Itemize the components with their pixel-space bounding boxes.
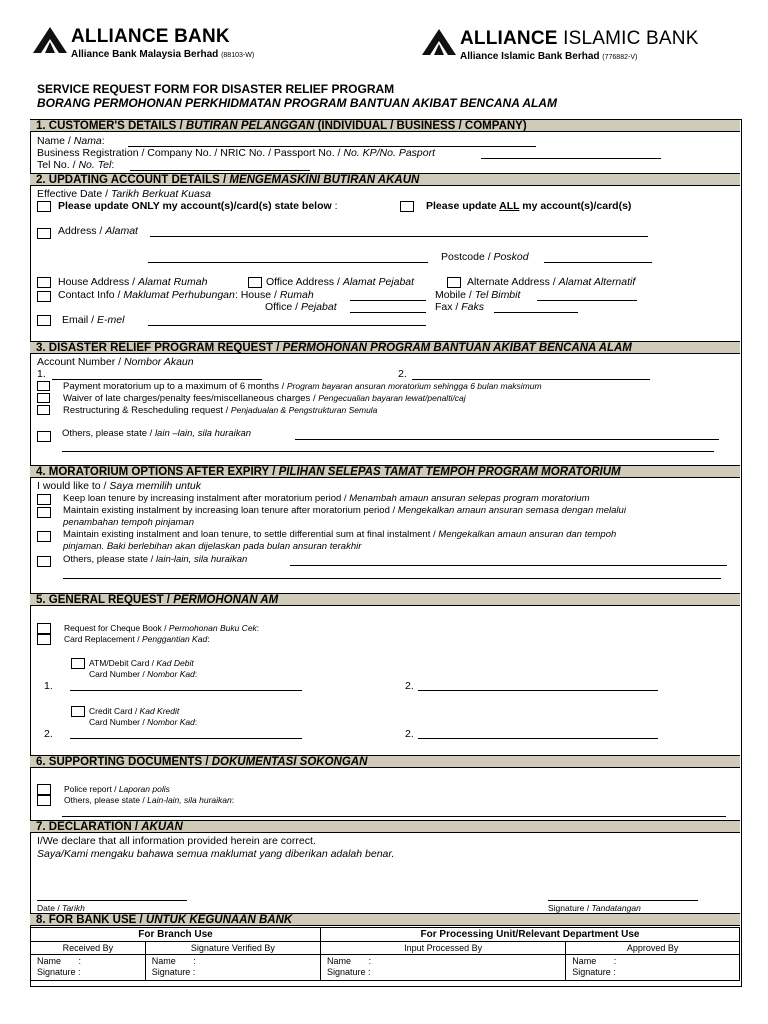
program-others-field-1[interactable]	[295, 439, 719, 440]
islamic-bank-name-light: ISLAMIC BANK	[563, 28, 699, 49]
moratorium-checkbox[interactable]	[37, 381, 50, 391]
islamic-bank-reg-no: (776882-V)	[602, 54, 638, 61]
email-label: Email / E-mel	[62, 314, 125, 326]
fax-field[interactable]	[494, 312, 578, 313]
house-address-label: House Address / Alamat Rumah	[58, 276, 208, 288]
credit-card-1-num: 2.	[44, 728, 53, 740]
credit-card-2-num: 2.	[405, 728, 414, 740]
tel-label: Tel No. / No. Tel:	[37, 159, 115, 171]
settle-final-label: Maintain existing instalment and loan tenure, to settle differential sum at final instalment / Mengekalkan amaun ansuran dan tempoh	[63, 529, 617, 540]
contact-info-label: Contact Info / Maklumat Perhubungan: House / Rumah	[58, 289, 314, 301]
update-all-checkbox[interactable]	[400, 201, 414, 212]
update-all-label: Please update ALL my account(s)/card(s)	[426, 200, 632, 212]
section-4-header: 4. MORATORIUM OPTIONS AFTER EXPIRY / PILIHAN SELEPAS TAMAT TEMPOH PROGRAM MORATORIUM	[30, 465, 740, 478]
alternate-address-checkbox[interactable]	[447, 277, 461, 288]
waiver-label: Waiver of late charges/penalty fees/miscellaneous charges / Pengecualian bayaran lewat/penalti/caj	[63, 393, 466, 404]
bank-name: ALLIANCE BANK	[71, 26, 230, 47]
signature-verified-header: Signature Verified By	[145, 942, 320, 955]
moratorium-label: Payment moratorium up to a maximum of 6 months / Program bayaran ansuran moratorium sehingga 6 bulan maksimum	[63, 381, 542, 392]
email-checkbox[interactable]	[37, 315, 51, 326]
address-checkbox[interactable]	[37, 228, 51, 239]
account-2-num: 2.	[398, 368, 407, 380]
account-number-label: Account Number / Nombor Akaun	[37, 356, 194, 368]
signature-verified-cell[interactable]: Name : Signature :	[145, 955, 320, 981]
section-7-header: 7. DECLARATION / AKUAN	[30, 820, 740, 833]
received-by-header: Received By	[31, 942, 146, 955]
mobile-field[interactable]	[537, 300, 637, 301]
form-title-en: SERVICE REQUEST FORM FOR DISASTER RELIEF PROGRAM	[37, 82, 395, 96]
declaration-ms: Saya/Kami mengaku bahawa semua maklumat yang diberikan adalah benar.	[37, 848, 395, 860]
keep-tenure-checkbox[interactable]	[37, 494, 51, 505]
moratorium-others-field-2[interactable]	[63, 578, 721, 579]
keep-tenure-label: Keep loan tenure by increasing instalment after moratorium period / Menambah amaun ansuran selepas program moratorium	[63, 493, 590, 504]
name-label: Name / Nama:	[37, 135, 105, 147]
credit-card-label: Credit Card / Kad Kredit	[89, 706, 180, 716]
update-only-checkbox[interactable]	[37, 201, 51, 212]
processing-use-header: For Processing Unit/Relevant Department Use	[321, 928, 740, 942]
house-phone-field[interactable]	[350, 300, 426, 301]
office-address-checkbox[interactable]	[248, 277, 262, 288]
postcode-label: Postcode / Poskod	[441, 251, 529, 263]
input-processed-header: Input Processed By	[321, 942, 566, 955]
account-1-num: 1.	[37, 368, 46, 380]
card-replacement-label: Card Replacement / Penggantian Kad:	[64, 634, 210, 644]
house-address-checkbox[interactable]	[37, 277, 51, 288]
date-field[interactable]	[37, 900, 187, 901]
signature-field[interactable]	[548, 900, 698, 901]
cheque-book-checkbox[interactable]	[37, 623, 51, 634]
branch-use-header: For Branch Use	[31, 928, 321, 942]
maintain-instalment-label: Maintain existing instalment by increasing loan tenure after moratorium period / Mengekalkan amaun ansuran semasa dengan melalui	[63, 505, 626, 516]
bank-legal-name: Alliance Bank Malaysia Berhad	[71, 49, 219, 60]
moratorium-others-label: Others, please state / lain-lain, sila huraikan	[63, 554, 248, 565]
tel-field[interactable]	[130, 170, 310, 171]
atm-debit-label: ATM/Debit Card / Kad Debit	[89, 658, 194, 668]
declaration-en: I/We declare that all information provided herein are correct.	[37, 835, 316, 847]
atm-card-1-field[interactable]	[70, 690, 302, 691]
police-report-checkbox[interactable]	[37, 784, 51, 795]
address-label: Address / Alamat	[58, 225, 138, 237]
program-others-label: Others, please state / lain –lain, sila huraikan	[62, 428, 252, 439]
moratorium-others-field-1[interactable]	[290, 565, 727, 566]
alliance-bank-logo	[33, 27, 254, 60]
docs-others-field[interactable]	[62, 816, 726, 817]
approved-by-cell[interactable]: Name : Signature :	[566, 955, 740, 981]
email-field[interactable]	[148, 325, 426, 326]
form-title	[37, 82, 557, 110]
section-3-header: 3. DISASTER RELIEF PROGRAM REQUEST / PERMOHONAN PROGRAM BANTUAN AKIBAT BENCANA ALAM	[30, 341, 740, 354]
office-phone-label: Office / Pejabat	[265, 301, 337, 313]
islamic-bank-legal-name: Alliance Islamic Bank Berhad	[460, 51, 600, 62]
signature-label: Signature / Tandatangan	[548, 903, 641, 913]
maintain-instalment-label-2: penambahan tempoh pinjaman	[63, 517, 194, 528]
contact-info-checkbox[interactable]	[37, 291, 51, 302]
office-address-label: Office Address / Alamat Pejabat	[266, 276, 415, 288]
islamic-bank-name-bold: ALLIANCE	[460, 28, 558, 49]
alliance-triangle-icon	[33, 27, 67, 53]
reg-label: Business Registration / Company No. / NRIC No. / Passport No. / No. KP/No. Pasport	[37, 147, 435, 159]
docs-others-checkbox[interactable]	[37, 795, 51, 806]
program-others-field-2[interactable]	[62, 451, 714, 452]
cheque-book-label: Request for Cheque Book / Permohonan Buku Cek:	[64, 623, 260, 633]
restructuring-checkbox[interactable]	[37, 405, 50, 415]
section-5-header: 5. GENERAL REQUEST / PERMOHONAN AM	[30, 593, 740, 606]
effective-date-label: Effective Date / Tarikh Berkuat Kuasa	[37, 188, 211, 200]
atm-card-1-num: 1.	[44, 680, 53, 692]
credit-card-1-field[interactable]	[70, 738, 302, 739]
would-like-label: I would like to / Saya memilih untuk	[37, 480, 201, 492]
police-report-label: Police report / Laporan polis	[64, 784, 170, 794]
alternate-address-label: Alternate Address / Alamat Alternatif	[467, 276, 636, 288]
program-others-checkbox[interactable]	[37, 431, 51, 442]
input-processed-cell[interactable]: Name : Signature :	[321, 955, 566, 981]
reg-field[interactable]	[481, 158, 661, 159]
section-2-header: 2. UPDATING ACCOUNT DETAILS / MENGEMASKINI BUTIRAN AKAUN	[30, 173, 740, 186]
card-replacement-checkbox[interactable]	[37, 634, 51, 645]
address-field-1[interactable]	[150, 236, 648, 237]
atm-card-2-num: 2.	[405, 680, 414, 692]
credit-card-2-field[interactable]	[418, 738, 658, 739]
mobile-label: Mobile / Tel Bimbit	[435, 289, 521, 301]
postcode-field[interactable]	[544, 262, 652, 263]
received-by-cell[interactable]: Name : Signature :	[31, 955, 146, 981]
fax-label: Fax / Faks	[435, 301, 485, 313]
approved-by-header: Approved By	[566, 942, 740, 955]
credit-card-checkbox[interactable]	[71, 706, 85, 717]
update-only-label: Please update ONLY my account(s)/card(s) state below :	[58, 200, 338, 212]
form-title-ms: BORANG PERMOHONAN PERKHIDMATAN PROGRAM BANTUAN AKIBAT BENCANA ALAM	[37, 96, 557, 110]
credit-card-number-label: Card Number / Nombor Kad:	[89, 717, 198, 727]
section-1-header: 1. CUSTOMER'S DETAILS / BUTIRAN PELANGGAN (INDIVIDUAL / BUSINESS / COMPANY)	[30, 119, 740, 132]
office-phone-field[interactable]	[350, 312, 426, 313]
bank-use-table	[30, 927, 740, 981]
maintain-instalment-checkbox[interactable]	[37, 507, 51, 518]
section-8-header: 8. FOR BANK USE / UNTUK KEGUNAAN BANK	[30, 913, 740, 926]
waiver-checkbox[interactable]	[37, 393, 50, 403]
date-label: Date / Tarikh	[37, 903, 85, 913]
alliance-islamic-bank-logo	[422, 29, 699, 62]
atm-card-number-label: Card Number / Nombor Kad:	[89, 669, 198, 679]
alliance-triangle-icon	[422, 29, 456, 55]
atm-debit-checkbox[interactable]	[71, 658, 85, 669]
address-field-2[interactable]	[148, 262, 428, 263]
restructuring-label: Restructuring & Rescheduling request / Penjadualan & Pengstrukturan Semula	[63, 405, 378, 416]
section-6-header: 6. SUPPORTING DOCUMENTS / DOKUMENTASI SOKONGAN	[30, 755, 740, 768]
settle-final-label-2: pinjaman. Baki berlebihan akan dijelaskan pada bulan ansuran terakhir	[63, 541, 362, 552]
bank-reg-no: (88103-W)	[221, 52, 255, 59]
settle-final-checkbox[interactable]	[37, 531, 51, 542]
moratorium-others-checkbox[interactable]	[37, 556, 51, 567]
atm-card-2-field[interactable]	[418, 690, 658, 691]
docs-others-label: Others, please state / Lain-lain, sila huraikan:	[64, 795, 235, 805]
